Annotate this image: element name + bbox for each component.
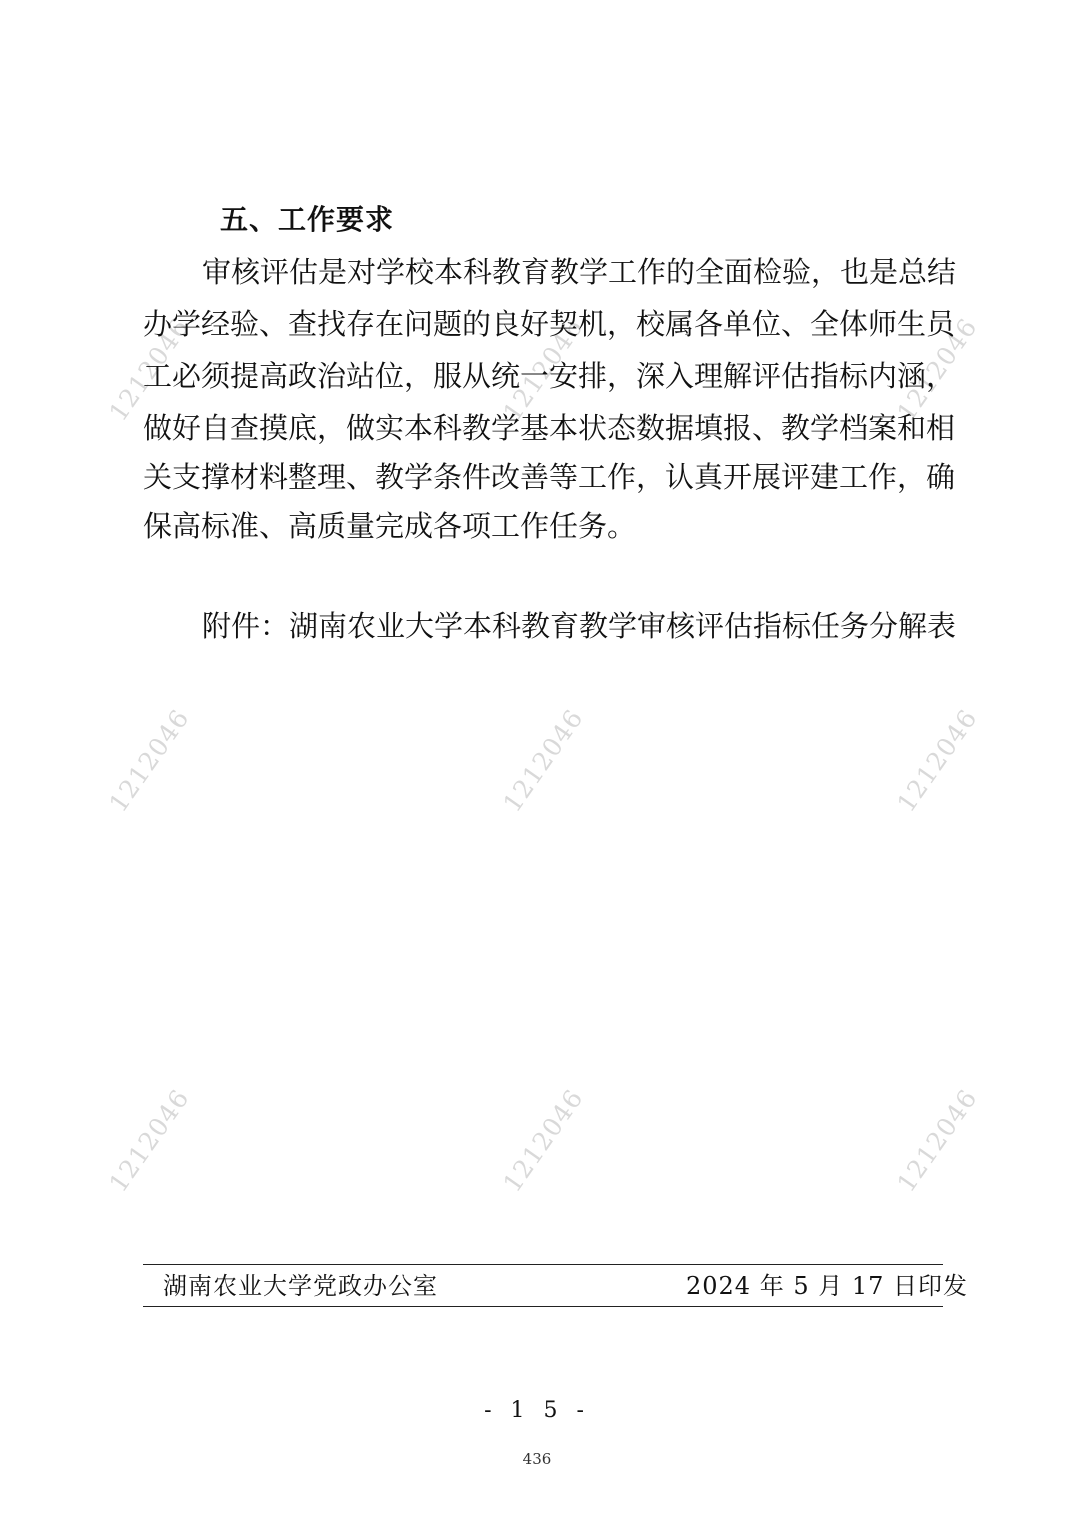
watermark: 1212046 xyxy=(891,1083,983,1198)
watermark: 1212046 xyxy=(103,312,195,427)
paragraph-line: 关支撑材料整理、教学条件改善等工作，认真开展评建工作，确 xyxy=(143,460,956,494)
paragraph-line: 办学经验、查找存在问题的良好契机，校属各单位、全体师生员 xyxy=(143,307,956,341)
watermark: 1212046 xyxy=(497,1083,589,1198)
watermark: 1212046 xyxy=(497,703,589,818)
paragraph-line: 做好自查摸底，做实本科教学基本状态数据填报、教学档案和相 xyxy=(143,411,956,445)
footer-top-rule xyxy=(143,1264,943,1265)
watermark: 1212046 xyxy=(891,703,983,818)
watermark: 1212046 xyxy=(497,312,589,427)
paragraph-line: 保高标准、高质量完成各项工作任务。 xyxy=(143,509,637,543)
issue-date: 2024 年 5 月 17 日印发 xyxy=(686,1272,969,1300)
page-number: - 1 5 - xyxy=(484,1398,590,1423)
paragraph-line: 工必须提高政治站位，服从统一安排，深入理解评估指标内涵， xyxy=(143,359,956,393)
section-heading: 五、工作要求 xyxy=(220,203,395,236)
watermark: 1212046 xyxy=(103,703,195,818)
paragraph-line: 审核评估是对学校本科教育教学工作的全面检验，也是总结 xyxy=(202,255,957,289)
attachment-note: 附件：湖南农业大学本科教育教学审核评估指标任务分解表 xyxy=(202,609,957,643)
footer-bottom-rule xyxy=(143,1306,943,1307)
sheet-number: 436 xyxy=(522,1450,552,1468)
watermark: 1212046 xyxy=(103,1083,195,1198)
watermark: 1212046 xyxy=(891,312,983,427)
issuer-name: 湖南农业大学党政办公室 xyxy=(163,1272,438,1300)
